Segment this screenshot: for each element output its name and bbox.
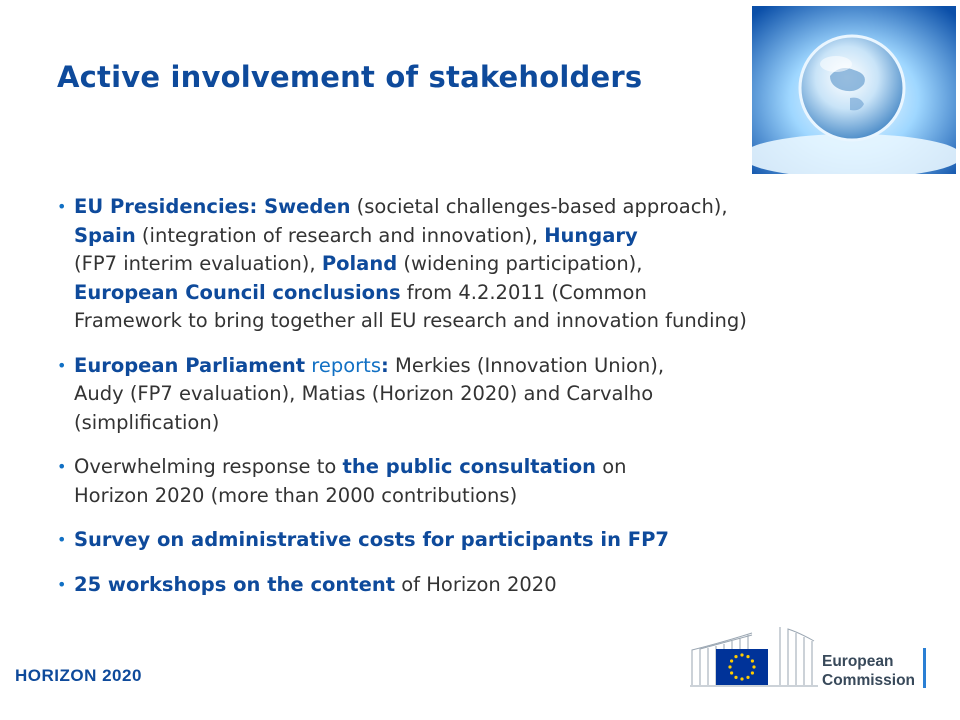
bullet-item	[57, 526, 937, 555]
bullet-text-run: Poland	[321, 252, 398, 275]
bullet-text-run: (FP7 interim evaluation),	[74, 252, 322, 275]
bullet-dot-icon: •	[57, 530, 67, 549]
bullet-text-run: Spain	[74, 223, 136, 247]
bullet-text-run: Merkies (Innovation Union),	[388, 353, 665, 377]
bullet-item	[57, 352, 937, 438]
bullet-text-run: (societal challenges-based approach),	[350, 195, 728, 218]
bullet-dot-icon: •	[57, 574, 67, 594]
bullet-list	[57, 193, 937, 615]
bullet-text-run: European Council conclusions	[74, 280, 401, 304]
bullet-text-run: Hungary	[544, 223, 638, 247]
ec-line-1: European	[822, 653, 894, 670]
ec-accent-bar	[923, 648, 926, 688]
bullet-item	[57, 193, 937, 336]
bullet-text-run: (simplification)	[74, 410, 220, 434]
bullet-text-run: from 4.2.2011 (Common	[400, 280, 647, 304]
horizon-2020-brand: HORIZON 2020	[15, 666, 142, 685]
globe-image	[752, 6, 956, 174]
ec-line-2: Commission	[822, 672, 916, 689]
bullet-dot-icon: •	[57, 355, 67, 375]
bullet-text-run: Survey on administrative costs for participants in FP7	[74, 528, 669, 551]
bullet-text-run: the public consultation	[342, 455, 597, 478]
bullet-text-run: reports	[305, 353, 381, 377]
slide-title: Active involvement of stakeholders	[57, 60, 643, 94]
bullet-text-run: Horizon 2020 (more than 2000 contributions)	[74, 483, 518, 507]
bullet-text-run: Framework to bring together all EU research and innovation funding)	[74, 309, 747, 332]
bullet-dot-icon: •	[57, 457, 67, 476]
bullet-text-run: (integration of research and innovation),	[135, 223, 545, 247]
bullet-text-run: 25 workshops on the content	[74, 572, 396, 596]
bullet-text-run: :	[380, 353, 389, 377]
bullet-dot-icon: •	[57, 197, 67, 216]
bullet-text-run: European Parliament	[74, 353, 306, 377]
bullet-item	[57, 453, 937, 510]
bullet-text-run: Overwhelming response to	[74, 455, 343, 478]
bullet-text-run: EU Presidencies: Sweden	[74, 195, 351, 218]
bullet-text-run: on	[596, 455, 627, 478]
bullet-text-run: (widening participation),	[397, 252, 643, 275]
european-commission-wordmark	[822, 652, 915, 690]
bullet-text-run: of Horizon 2020	[395, 572, 557, 596]
bullet-item	[57, 571, 937, 600]
bullet-text-run: Audy (FP7 evaluation), Matias (Horizon 2020) and Carvalho	[74, 382, 654, 405]
